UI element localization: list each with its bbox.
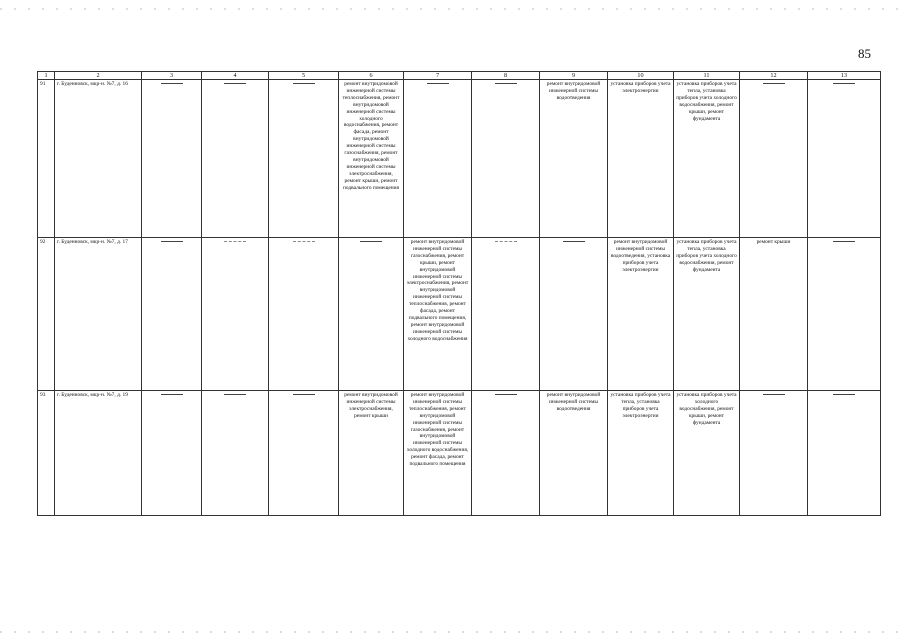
empty-cell — [269, 80, 339, 238]
dash-mark — [360, 241, 382, 242]
dash-mark — [495, 83, 517, 84]
scan-noise-top — [0, 8, 905, 10]
empty-cell — [472, 80, 540, 238]
dash-mark — [833, 241, 855, 242]
dash-mark — [495, 241, 517, 242]
dash-mark — [293, 241, 315, 242]
empty-cell — [808, 391, 881, 516]
dash-mark — [161, 241, 183, 242]
column-header: 6 — [339, 72, 404, 80]
column-header: 2 — [55, 72, 142, 80]
column-header: 4 — [202, 72, 269, 80]
empty-cell — [142, 80, 202, 238]
works-cell-col9: ремонт внутридомовой инженерной системы водоотведения — [540, 80, 608, 238]
dash-mark — [763, 394, 785, 395]
works-cell-col6: ремонт внутридомовой инженерной системы электроснабжения, ремонт крыши — [339, 391, 404, 516]
empty-cell — [472, 391, 540, 516]
works-cell-col11: установка приборов учета тепла, установка приборов учета холодного водоснабжения, ремонт крыши, ремонт фундамента — [674, 80, 740, 238]
column-header: 13 — [808, 72, 881, 80]
works-cell-col10: установка приборов учета электроэнергии — [608, 80, 674, 238]
empty-cell — [540, 238, 608, 391]
page-number: 85 — [858, 46, 871, 61]
column-header: 8 — [472, 72, 540, 80]
column-header: 5 — [269, 72, 339, 80]
empty-cell — [269, 391, 339, 516]
repair-schedule-table — [37, 71, 881, 516]
works-cell-col10: ремонт внутридомовой инженерной системы водоотведения, установка приборов учета электроэнергии — [608, 238, 674, 391]
empty-cell — [269, 238, 339, 391]
table-row — [38, 391, 881, 516]
dash-mark — [563, 241, 585, 242]
column-header: 10 — [608, 72, 674, 80]
address-cell: г. Буденновск, мкр-н. №7, д. 19 — [55, 391, 142, 516]
dash-mark — [427, 83, 449, 84]
empty-cell — [142, 238, 202, 391]
column-header: 9 — [540, 72, 608, 80]
empty-cell — [202, 391, 269, 516]
empty-cell — [808, 80, 881, 238]
column-header: 7 — [404, 72, 472, 80]
empty-cell — [202, 80, 269, 238]
row-number: 93 — [38, 391, 55, 516]
column-header: 12 — [740, 72, 808, 80]
dash-mark — [495, 394, 517, 395]
dash-mark — [833, 83, 855, 84]
scan-noise-bottom — [0, 631, 905, 633]
column-header: 3 — [142, 72, 202, 80]
dash-mark — [224, 394, 246, 395]
empty-cell — [142, 391, 202, 516]
column-number-row — [38, 72, 881, 80]
dash-mark — [224, 241, 246, 242]
works-cell-col7: ремонт внутридомовой инженерной системы газоснабжения, ремонт крыши, ремонт внутридомовой инженерной системы электроснабжения, ремонт внутридомовой инженерной системы теплоснабжения, ремонт фасада, ремонт подвального помещения, ремонт внутридомовой инженерной системы холодного водоснабжения — [404, 238, 472, 391]
table-row — [38, 80, 881, 238]
works-cell-col11: установка приборов учета холодного водоснабжения, ремонт крыши, ремонт фундамента — [674, 391, 740, 516]
table-row — [38, 238, 881, 391]
row-number: 92 — [38, 238, 55, 391]
empty-cell — [808, 238, 881, 391]
works-cell-col11: установка приборов учета тепла, установка приборов учета холодного водоснабжения, ремонт фундамента — [674, 238, 740, 391]
column-header: 1 — [38, 72, 55, 80]
works-cell-col7: ремонт внутридомовой инженерной системы теплоснабжения, ремонт внутридомовой инженерной системы газоснабжения, ремонт внутридомовой инженерной системы холодного водоснабжения, ремонт фасада, ремонт подвального помещения — [404, 391, 472, 516]
empty-cell — [472, 238, 540, 391]
column-header: 11 — [674, 72, 740, 80]
empty-cell — [740, 80, 808, 238]
works-cell-col12: ремонт крыши — [740, 238, 808, 391]
empty-cell — [740, 391, 808, 516]
dash-mark — [293, 394, 315, 395]
dash-mark — [763, 83, 785, 84]
empty-cell — [202, 238, 269, 391]
dash-mark — [224, 83, 246, 84]
dash-mark — [833, 394, 855, 395]
dash-mark — [161, 83, 183, 84]
empty-cell — [339, 238, 404, 391]
works-cell-col6: ремонт внутридомовой инженерной системы теплоснабжения, ремонт внутридомовой инженерной системы холодного водоснабжения, ремонт фасада, ремонт внутридомовой инженерной системы газоснабжения, ремонт внутридомовой инженерной системы электроснабжения, ремонт крыши, ремонт подвального помещения — [339, 80, 404, 238]
address-cell: г. Буденновск, мкр-н. №7, д. 17 — [55, 238, 142, 391]
row-number: 91 — [38, 80, 55, 238]
dash-mark — [161, 394, 183, 395]
dash-mark — [293, 83, 315, 84]
address-cell: г. Буденновск, мкр-н. №7, д. 16 — [55, 80, 142, 238]
works-cell-col10: установка приборов учета тепла, установка приборов учета электроэнергии — [608, 391, 674, 516]
empty-cell — [404, 80, 472, 238]
works-cell-col9: ремонт внутридомовой инженерной системы водоотведения — [540, 391, 608, 516]
